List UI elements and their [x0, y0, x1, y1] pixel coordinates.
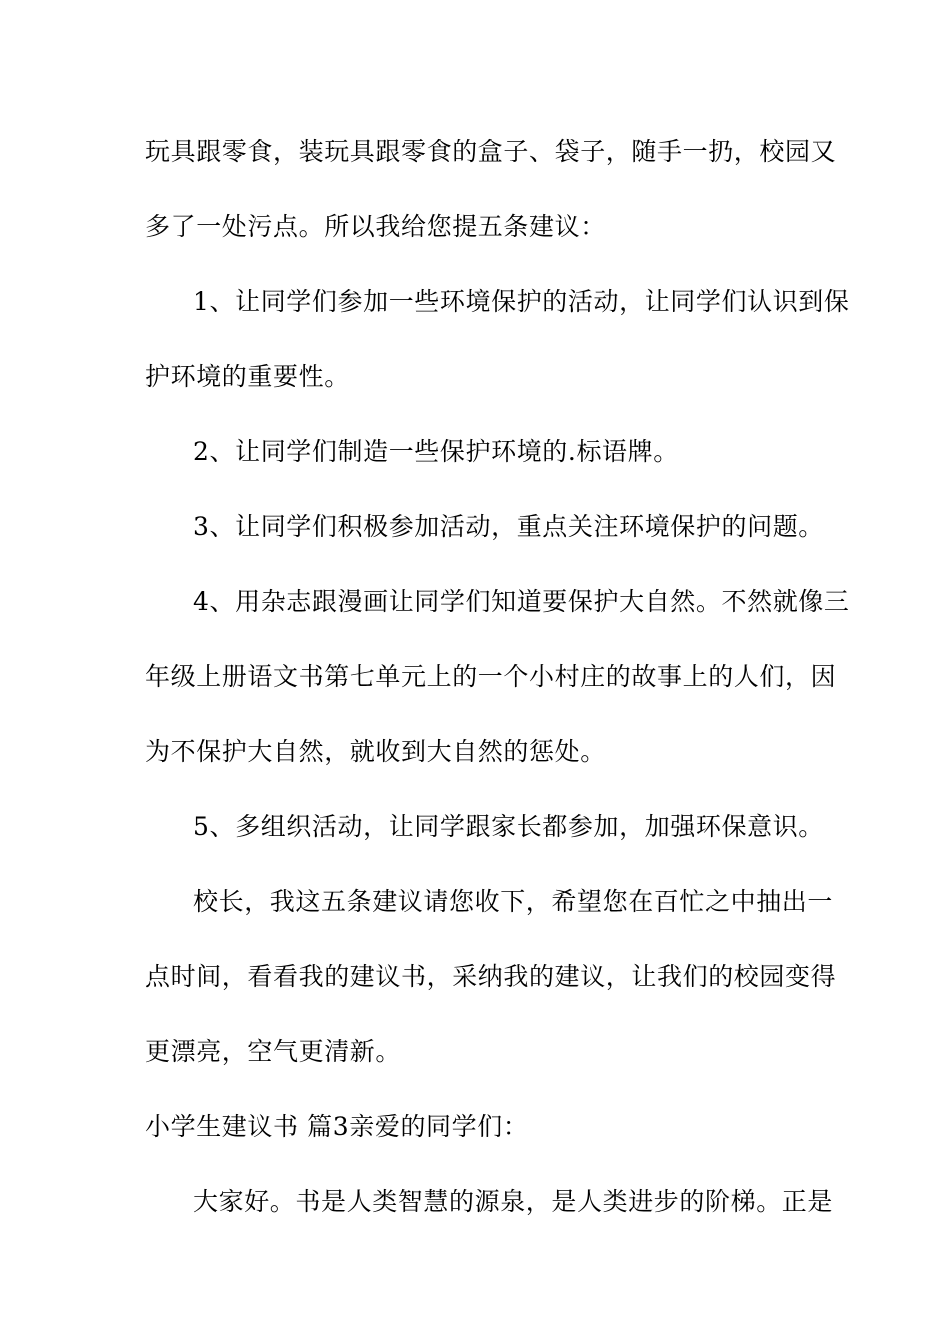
list-item-5: 5、多组织活动，让同学跟家长都参加，加强环保意识。 [193, 812, 824, 841]
list-item-2: 2、让同学们制造一些保护环境的.标语牌。 [193, 437, 679, 466]
paragraph-line: 多了一处污点。所以我给您提五条建议： [145, 212, 606, 241]
list-item-1-line: 护环境的重要性。 [145, 362, 350, 391]
list-item-4-line: 为不保护大自然，就收到大自然的惩处。 [145, 737, 606, 766]
closing-paragraph-line: 更漂亮，空气更清新。 [145, 1037, 402, 1066]
closing-paragraph-line: 点时间，看看我的建议书，采纳我的建议，让我们的校园变得 [145, 962, 837, 991]
list-item-4-line: 年级上册语文书第七单元上的一个小村庄的故事上的人们，因 [145, 662, 837, 691]
section-heading: 小学生建议书 篇3亲爱的同学们： [145, 1112, 529, 1141]
list-item-4-line: 4、用杂志跟漫画让同学们知道要保护大自然。不然就像三 [193, 587, 850, 616]
list-item-3: 3、让同学们积极参加活动，重点关注环境保护的问题。 [193, 512, 824, 541]
list-item-1-line: 1、让同学们参加一些环境保护的活动，让同学们认识到保 [193, 287, 850, 316]
paragraph-line: 玩具跟零食，装玩具跟零食的盒子、袋子，随手一扔，校园又 [145, 137, 837, 166]
closing-paragraph-line: 校长，我这五条建议请您收下，希望您在百忙之中抽出一 [193, 887, 834, 916]
paragraph-line: 大家好。书是人类智慧的源泉，是人类进步的阶梯。正是 [193, 1187, 834, 1216]
